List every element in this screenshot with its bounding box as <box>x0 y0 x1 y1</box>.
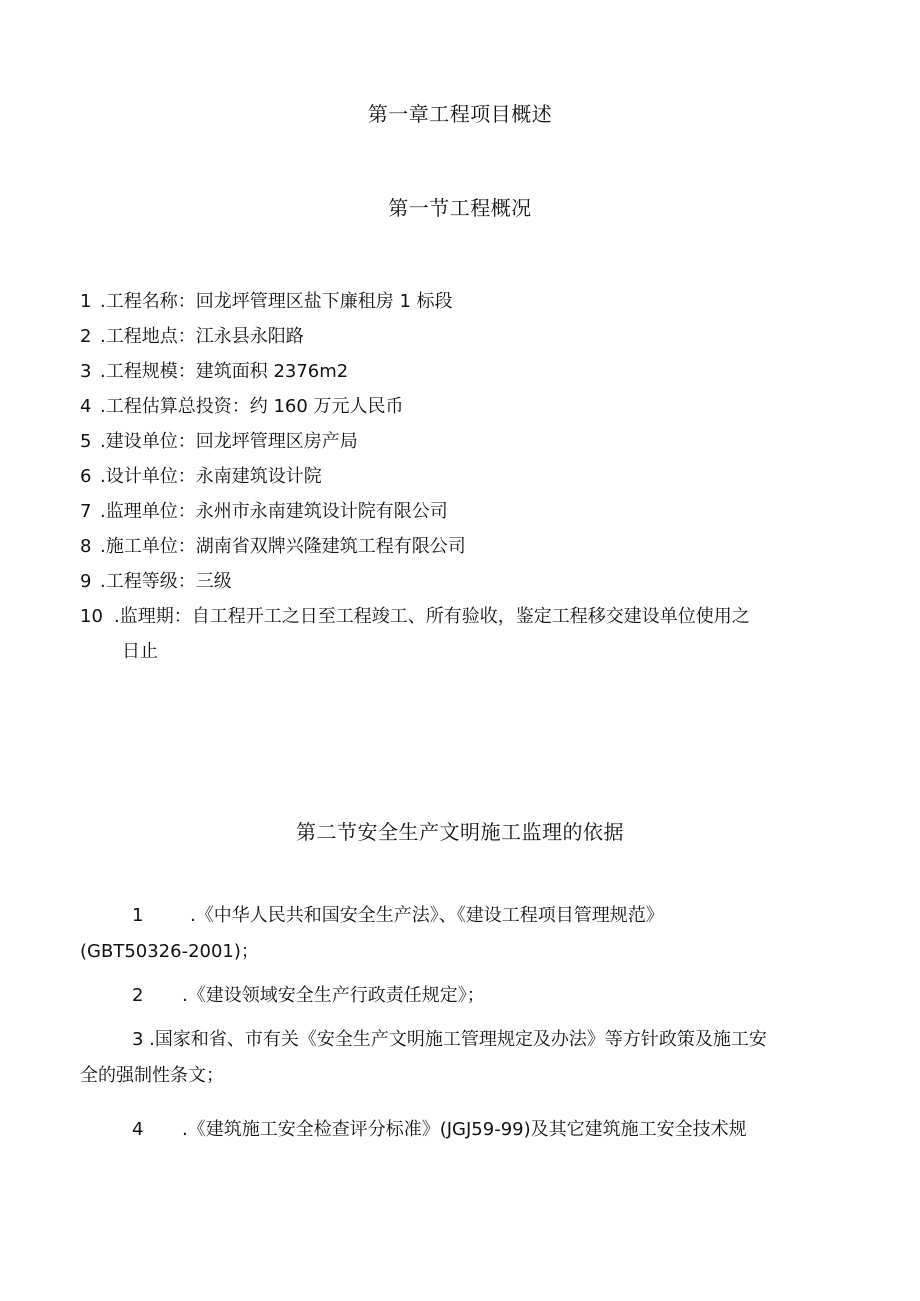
basis-item-1 <box>80 898 840 970</box>
basis-text: 3 .国家和省、市有关《安全生产文明施工管理规定及办法》等方针政策及施工安 <box>132 1029 767 1050</box>
item-text: .设计单位：永南建筑设计院 <box>100 466 322 487</box>
list-item <box>80 459 840 494</box>
item-text: .工程名称：回龙坪管理区盐下廉租房 1 标段 <box>100 291 453 312</box>
basis-text: .《中华人民共和国安全生产法》、《建设工程项目管理规范》 <box>190 905 664 926</box>
item-number: 7 <box>80 501 92 522</box>
item-text: .施工单位：湖南省双牌兴隆建筑工程有限公司 <box>100 536 466 557</box>
item-text: .监理期：自工程开工之日至工程竣工、所有验收，鉴定工程移交建设单位使用之 <box>114 606 750 627</box>
list-item <box>80 564 840 599</box>
basis-text-continuation: 全的强制性条文； <box>80 1065 224 1086</box>
overview-list <box>80 284 840 669</box>
item-number: 8 <box>80 536 92 557</box>
item-text-continuation: 日止 <box>122 641 158 662</box>
item-text: .建设单位：回龙坪管理区房产局 <box>100 431 358 452</box>
item-text: .工程地点：江永县永阳路 <box>100 326 304 347</box>
list-item <box>80 389 840 424</box>
basis-item-3 <box>80 1022 840 1094</box>
basis-number: 2 <box>132 985 144 1006</box>
chapter-title: 第一章工程项目概述 <box>367 102 553 126</box>
basis-text: .《建设领域安全生产行政责任规定》； <box>182 985 485 1006</box>
item-text: .工程等级：三级 <box>100 571 232 592</box>
basis-number: 4 <box>132 1119 144 1140</box>
list-item <box>80 354 840 389</box>
item-number: 9 <box>80 571 92 592</box>
item-text: .监理单位：永州市永南建筑设计院有限公司 <box>100 501 448 522</box>
basis-number: 1 <box>132 905 144 926</box>
list-item <box>80 494 840 529</box>
list-item <box>80 319 840 354</box>
list-item <box>80 284 840 319</box>
item-number: 5 <box>80 431 92 452</box>
item-number: 10 <box>80 606 103 627</box>
item-text: .工程规模：建筑面积 2376m2 <box>100 361 349 382</box>
item-number: 2 <box>80 326 92 347</box>
basis-text: .《建筑施工安全检查评分标准》(JGJ59-99)及其它建筑施工安全技术规 <box>182 1119 747 1140</box>
item-text: .工程估算总投资：约 160 万元人民币 <box>100 396 404 417</box>
item-number: 4 <box>80 396 92 417</box>
basis-text-continuation: (GBT50326-2001)； <box>80 941 259 962</box>
item-number: 6 <box>80 466 92 487</box>
list-item <box>80 599 840 669</box>
item-number: 3 <box>80 361 92 382</box>
basis-item-4 <box>80 1112 840 1148</box>
item-number: 1 <box>80 291 92 312</box>
section1-title: 第一节工程概况 <box>388 196 532 220</box>
list-item <box>80 529 840 564</box>
section2-title: 第二节安全生产文明施工监理的依据 <box>296 820 624 844</box>
list-item <box>80 424 840 459</box>
basis-item-2 <box>80 978 840 1014</box>
